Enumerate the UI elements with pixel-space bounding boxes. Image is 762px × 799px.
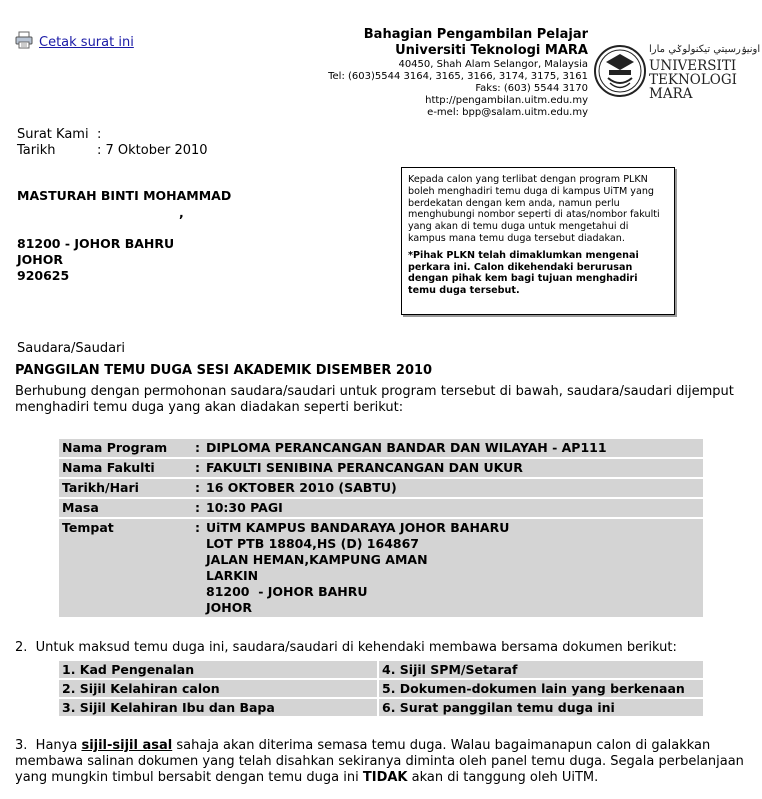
table-row	[59, 459, 703, 477]
place-line: LOT PTB 18804,HS (D) 164867	[206, 536, 419, 551]
uni-web: http://pengambilan.uitm.edu.my	[425, 95, 588, 106]
faculty-label: Nama Fakulti	[59, 459, 195, 477]
time-value: 10:30 PAGI	[203, 499, 703, 517]
date-value: 16 OKTOBER 2010 (SABTU)	[203, 479, 703, 497]
university-name: Universiti Teknologi MARA	[395, 43, 588, 58]
surat-label: Surat Kami	[17, 127, 89, 142]
point-2: 2. Untuk maksud temu duga ini, saudara/saudari di kehendaki membawa bersama dokumen berikut:	[15, 640, 677, 655]
surat-value: :	[97, 127, 102, 142]
tarikh-value: : 7 Oktober 2010	[97, 143, 208, 158]
dept-name: Bahagian Pengambilan Pelajar	[363, 27, 588, 42]
intro-paragraph: Berhubung dengan permohonan saudara/saudari untuk program tersebut di bawah, saudara/saudari dijemput menghadiri temu duga yang akan diadakan seperti berikut:	[15, 384, 734, 415]
table-row	[59, 499, 703, 517]
table-row	[59, 519, 703, 617]
doc-item: 2. Sijil Kelahiran calon	[59, 680, 377, 697]
place-line: 81200 - JOHOR BAHRU	[206, 584, 368, 599]
recipient-state: JOHOR	[17, 252, 63, 267]
program-value: DIPLOMA PERANCANGAN BANDAR DAN WILAYAH - AP111	[203, 439, 703, 457]
logo-line3: MARA	[649, 86, 693, 102]
letter-subject: PANGGILAN TEMU DUGA SESI AKADEMIK DISEMBER 2010	[15, 363, 433, 378]
point3-c: sahaja akan diterima semasa temu duga. Walau bagaimanapun calon di galakkan membawa salinan dokumen yang telah disahkan sekiranya diminta oleh panel temu duga. Segala perbelanjaan yang mungkin timbul bersabit dengan temu duga ini	[15, 738, 744, 785]
recipient-postcode: 81200 - JOHOR BAHRU	[17, 236, 175, 251]
point3-d: TIDAK	[362, 770, 408, 785]
uni-fax: Faks: (603) 5544 3170	[475, 83, 588, 94]
ref-tarikh	[17, 143, 208, 158]
plkn-notice	[401, 167, 675, 315]
doc-item: 1. Kad Pengenalan	[59, 661, 377, 678]
doc-item: 5. Dokumen-dokumen lain yang berkenaan	[379, 680, 703, 697]
recipient-code: 920625	[17, 268, 70, 283]
colon: :	[195, 459, 203, 477]
logo-line1: UNIVERSITI	[649, 58, 737, 74]
point3-b: sijil-sijil asal	[81, 738, 173, 753]
place-label: Tempat	[59, 519, 195, 617]
salutation: Saudara/Saudari	[17, 341, 125, 356]
letterhead	[328, 27, 588, 119]
place-value	[203, 519, 703, 617]
doc-item: 6. Surat panggilan temu duga ini	[379, 699, 703, 716]
print-link-label[interactable]: Cetak surat ini	[39, 34, 134, 50]
table-row	[59, 680, 703, 697]
interview-details	[59, 437, 703, 619]
faculty-value: FAKULTI SENIBINA PERANCANGAN DAN UKUR	[203, 459, 703, 477]
program-label: Nama Program	[59, 439, 195, 457]
printer-icon	[15, 31, 33, 53]
colon: :	[195, 519, 203, 617]
point3-a: 3. Hanya	[15, 738, 82, 753]
logo-line2: TEKNOLOGI	[649, 72, 737, 88]
uni-address: 40450, Shah Alam Selangor, Malaysia	[398, 59, 588, 70]
place-line: JALAN HEMAN,KAMPUNG AMAN	[206, 552, 428, 567]
print-link[interactable]	[15, 31, 134, 53]
table-row	[59, 479, 703, 497]
table-row	[59, 661, 703, 678]
uni-email: e-mel: bpp@salam.uitm.edu.my	[427, 107, 588, 118]
notice-bold: *Pihak PLKN telah dimaklumkan mengenai perkara ini. Calon dikehendaki berurusan dengan pihak kem bagi tujuan menghadiri temu duga tersebut.	[408, 249, 639, 297]
point-3	[15, 738, 750, 786]
logo-jawi: اونيۏرسيتي تيكنولوݢي مارا	[649, 44, 761, 55]
place-line: UiTM KAMPUS BANDARAYA JOHOR BAHARU	[206, 520, 510, 535]
doc-item: 4. Sijil SPM/Setaraf	[379, 661, 703, 678]
time-label: Masa	[59, 499, 195, 517]
place-line: LARKIN	[206, 568, 259, 583]
colon: :	[195, 439, 203, 457]
colon: :	[195, 479, 203, 497]
recipient-line2: ,	[179, 205, 184, 220]
doc-item: 3. Sijil Kelahiran Ibu dan Bapa	[59, 699, 377, 716]
place-line: JOHOR	[206, 600, 252, 615]
tarikh-label: Tarikh	[17, 143, 56, 158]
table-row	[59, 699, 703, 716]
documents-list	[59, 659, 703, 718]
ref-surat	[17, 127, 102, 142]
point3-e: akan di tanggung oleh UiTM.	[407, 770, 599, 785]
recipient-name: MASTURAH BINTI MOHAMMAD	[17, 188, 232, 203]
date-label: Tarikh/Hari	[59, 479, 195, 497]
uitm-logo	[594, 40, 761, 102]
uni-tel: Tel: (603)5544 3164, 3165, 3166, 3174, 3175, 3161	[328, 71, 588, 82]
colon: :	[195, 499, 203, 517]
table-row	[59, 439, 703, 457]
notice-text: Kepada calon yang terlibat dengan program PLKN boleh menghadiri temu duga di kampus UiTM yang berdekatan dengan kem anda, namun perlu menghubungi nombor seperti di atas/nombor fakulti yang akan di temu duga untuk mengetahui di kampus mana temu duga tersebut diadakan.	[408, 174, 660, 244]
